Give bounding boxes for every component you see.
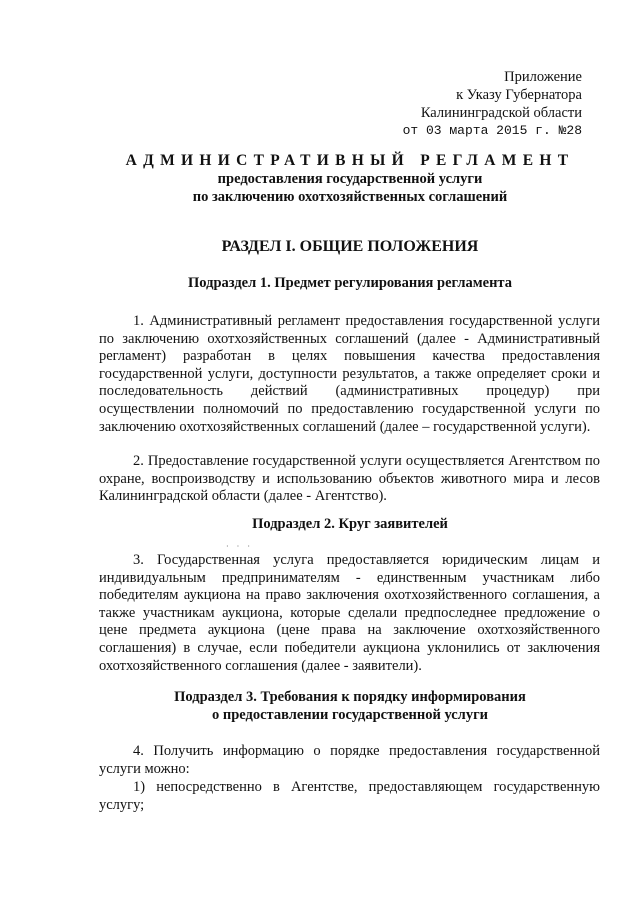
appendix-decree: к Указу Губернатора bbox=[456, 87, 582, 103]
document-subtitle-line1: предоставления государственной услуги bbox=[217, 171, 483, 187]
section-heading: РАЗДЕЛ I. ОБЩИЕ ПОЛОЖЕНИЯ bbox=[221, 238, 479, 255]
appendix-date-number: от 03 марта 2015 г. №28 bbox=[402, 123, 582, 138]
subsection-3-heading-line1: Подраздел 3. Требования к порядку информирования bbox=[174, 689, 526, 705]
paragraph-5: 1) непосредственно в Агентстве, предоставляющем государственную услугу; bbox=[99, 779, 600, 813]
subsection-3-heading-line2: о предоставлении государственной услуги bbox=[211, 707, 489, 723]
document-subtitle-line2: по заключению охотхозяйственных соглашений bbox=[192, 189, 508, 205]
appendix-region: Калининградской области bbox=[420, 105, 582, 121]
paragraph-4: 4. Получить информацию о порядке предоставления государственной услуги можно: bbox=[99, 743, 600, 777]
appendix-block bbox=[360, 68, 582, 140]
subsection-1-heading: Подраздел 1. Предмет регулирования регламента bbox=[188, 275, 512, 291]
paragraph-1: 1. Административный регламент предоставления государственной услуги по заключению охотхозяйственных соглашений (далее - Административный регламент) разработан в целях повышения качества предоставления государственной услуги, доступности результатов, а также определяет сроки и последовательность действий (административных процедур) при осуществлении полномочий по предоставлению государственной услуги по заключению охотхозяйственных соглашений (далее – государственной услуги). bbox=[99, 313, 600, 435]
scan-specks: · · · bbox=[226, 542, 253, 551]
appendix-label: Приложение bbox=[504, 69, 582, 85]
paragraph-2: 2. Предоставление государственной услуги осуществляется Агентством по охране, воспроизводству и использованию объектов животного мира и лесов Калининградской области (далее - Агентство). bbox=[99, 453, 600, 505]
subsection-2-heading: Подраздел 2. Круг заявителей bbox=[252, 516, 448, 532]
paragraph-3: 3. Государственная услуга предоставляется юридическим лицам и индивидуальным предпринимателям - единственным участникам либо победителям аукциона на право заключения охотхозяйственного соглашения, а также участникам аукциона, которые сделали предпоследнее предложение о цене предмета аукциона (цене права на заключение охотхозяйственного соглашения) в случае, если победители аукциона уклонились от заключения охотхозяйственного соглашения (далее - заявители). bbox=[99, 552, 600, 674]
document-title: АДМИНИСТРАТИВНЫЙ РЕГЛАМЕНТ bbox=[125, 152, 575, 169]
